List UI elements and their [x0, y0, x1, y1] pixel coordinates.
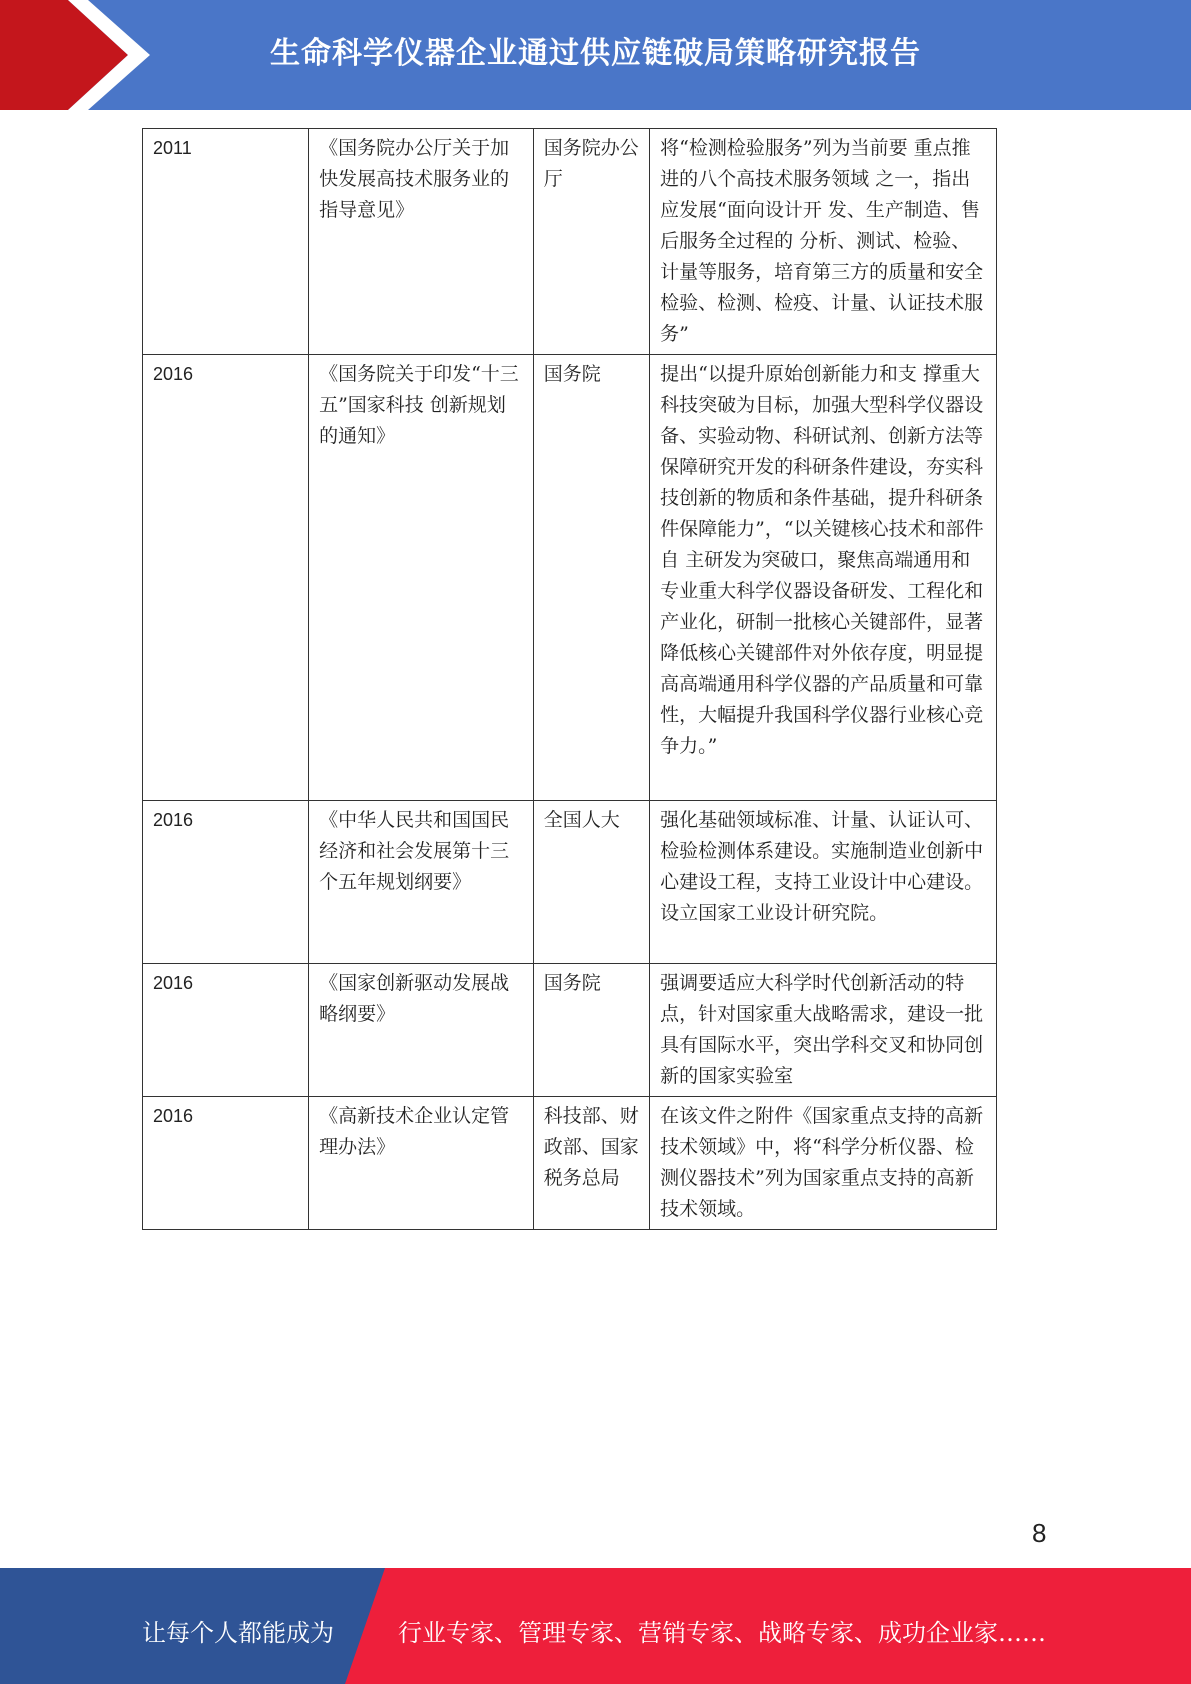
- table-row: [143, 129, 997, 355]
- document-cell: 《国务院办公厅关于加快发展高技术服务业的指导意见》: [309, 129, 534, 355]
- content-cell: 强调要适应大科学时代创新活动的特点，针对国家重大战略需求，建设一批具有国际水平，突出学科交叉和协同创新的国家实验室: [650, 964, 997, 1097]
- document-title: 生命科学仪器企业通过供应链破局策略研究报告: [270, 36, 921, 71]
- document-cell: 《高新技术企业认定管理办法》: [309, 1097, 534, 1230]
- table-row: [143, 801, 997, 964]
- table-row: [143, 355, 997, 801]
- page-footer: [0, 1568, 1191, 1684]
- page-number: 8: [1032, 1518, 1047, 1548]
- content-cell: [650, 129, 997, 355]
- issuer-cell: 全国人大: [533, 801, 649, 964]
- footer-slogan-left: 让每个人都能成为: [142, 1619, 334, 1647]
- year-cell: 2016: [143, 964, 309, 1097]
- year-cell: 2011: [143, 129, 309, 355]
- content-text: 将“检测检验服务”列为当前要 重点推进的八个高技术服务领域 之一，指出应发展“面向设计开 发、生产制造、售后服务全过程的 分析、测试、检验、计量等服务，培育第三方的质量和安全检验、检测、检疫、计量、认证技术服务”: [660, 137, 984, 345]
- page-header: [0, 0, 1191, 110]
- issuer-cell: 国务院: [533, 964, 649, 1097]
- content-cell: 在该文件之附件《国家重点支持的高新技术领域》中，将“科学分析仪器、检测仪器技术”列为国家重点支持的高新技术领域。: [650, 1097, 997, 1230]
- content-cell: 提出“以提升原始创新能力和支 撑重大科技突破为目标，加强大型科学仪器设备、实验动物、科研试剂、创新方法等保障研究开发的科研条件建设，夯实科技创新的物质和条件基础，提升科研条件保障能力”，“以关键核心技术和部件自 主研发为突破口，聚焦高端通用和专业重大科学仪器设备研发、工程化和产业化，研制一批核心关键部件，显著降低核心关键部件对外依存度，明显提高高端通用科学仪器的产品质量和可靠性，大幅提升我国科学仪器行业核心竞争力。”: [650, 355, 997, 801]
- table-row: [143, 1097, 997, 1230]
- footer-slogan-right: 行业专家、管理专家、营销专家、战略专家、成功企业家……: [398, 1619, 1046, 1647]
- table-row: [143, 964, 997, 1097]
- document-cell: 《国务院关于印发“十三五”国家科技 创新规划的通知》: [309, 355, 534, 801]
- year-cell: 2016: [143, 355, 309, 801]
- year-cell: 2016: [143, 1097, 309, 1230]
- document-cell: 《中华人民共和国国民经济和社会发展第十三个五年规划纲要》: [309, 801, 534, 964]
- document-cell: 《国家创新驱动发展战略纲要》: [309, 964, 534, 1097]
- issuer-cell: 科技部、财政部、国家税务总局: [533, 1097, 649, 1230]
- content-cell: 强化基础领域标准、计量、认证认可、检验检测体系建设。实施制造业创新中心建设工程，支持工业设计中心建设。设立国家工业设计研究院。: [650, 801, 997, 964]
- issuer-cell: 国务院: [533, 355, 649, 801]
- policy-table: [142, 128, 997, 1230]
- year-cell: 2016: [143, 801, 309, 964]
- issuer-cell: 国务院办公厅: [533, 129, 649, 355]
